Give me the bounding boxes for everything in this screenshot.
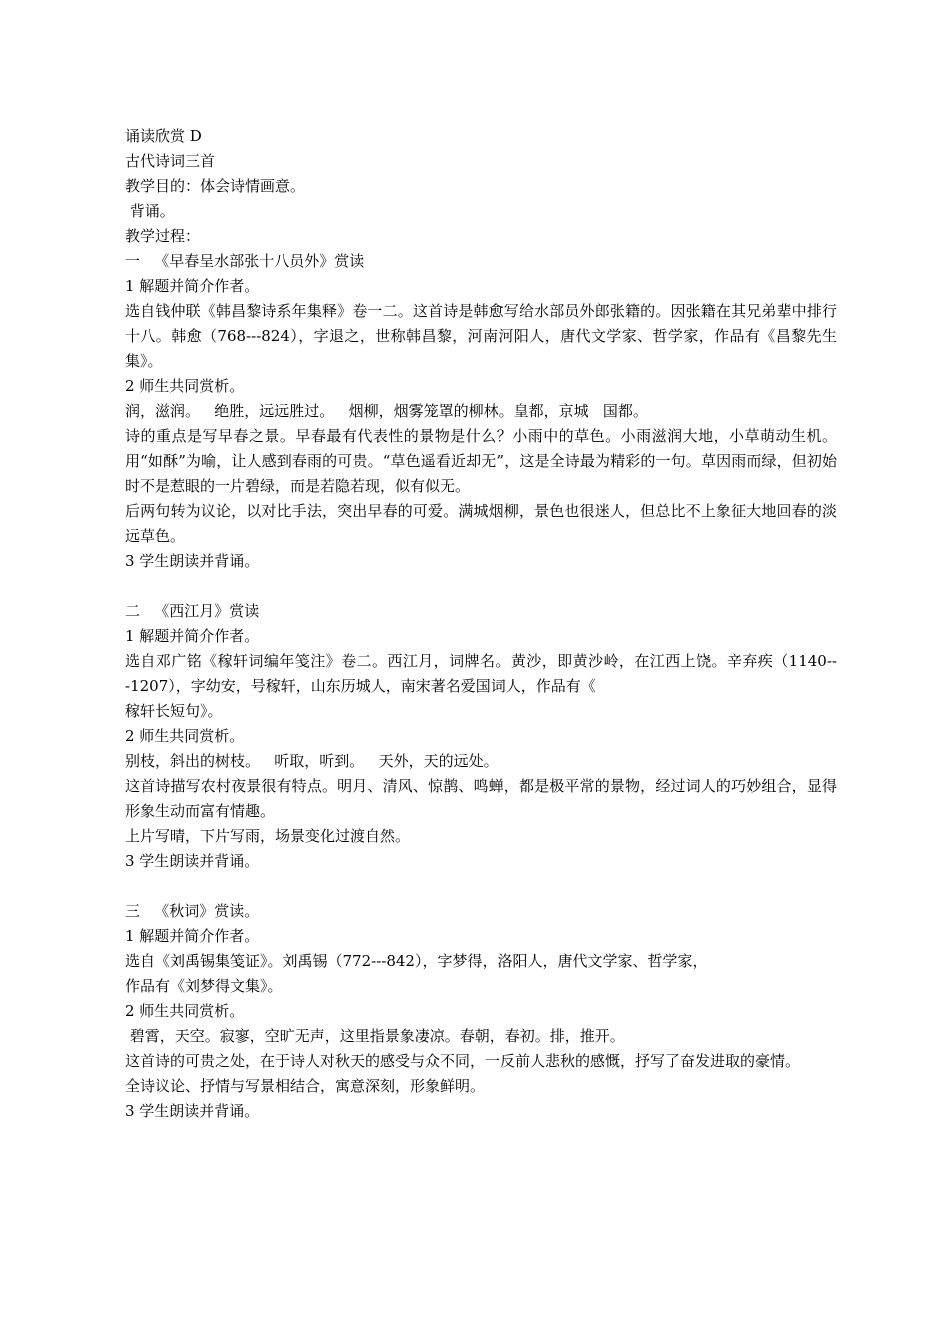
section-paragraph: 诗的重点是写早春之景。早春最有代表性的景物是什么？小雨中的草色。小雨滋润大地，小草萌动生机。用“如酥”为喻，让人感到春雨的可贵。“草色遥看近却无”，这是全诗最为精彩的一句。草因雨而绿，但初始时不是惹眼的一片碧绿，而是若隐若现，似有似无。 [125, 427, 837, 495]
section-step: 2 师生共同赏析。 [125, 727, 245, 745]
blank-line [125, 574, 837, 599]
teaching-process-label: 教学过程： [125, 227, 201, 245]
section-step: 2 师生共同赏析。 [125, 377, 245, 395]
section-heading: 一 《早春呈水部张十八员外》赏读 [125, 252, 365, 270]
section-paragraph: 上片写晴，下片写雨，场景变化过渡自然。 [125, 827, 411, 845]
section-word-notes: 别枝，斜出的树枝。 听取，听到。 天外，天的远处。 [125, 752, 499, 770]
section-intro: 选自《刘禹锡集笺证》。刘禹锡（772---842），字梦得，洛阳人，唐代文学家、哲学家， [125, 952, 708, 970]
blank-line [125, 874, 837, 899]
section-paragraph: 这首诗描写农村夜景很有特点。明月、清风、惊鹊、鸣蝉，都是极平常的景物，经过词人的巧妙组合，显得形象生动而富有情趣。 [125, 777, 837, 820]
section-heading: 三 《秋词》赏读。 [125, 902, 260, 920]
section-step: 1 解题并简介作者。 [125, 927, 260, 945]
section-paragraph: 全诗议论、抒情与写景相结合，寓意深刻，形象鲜明。 [125, 1077, 486, 1095]
section-three [125, 899, 837, 1124]
section-step: 1 解题并简介作者。 [125, 627, 260, 645]
section-two [125, 599, 837, 874]
section-step: 3 学生朗读并背诵。 [125, 852, 260, 870]
teaching-goal: 教学目的：体会诗情画意。 [125, 177, 306, 195]
section-intro-continued: 作品有《刘梦得文集》。 [125, 977, 283, 995]
teaching-goal-recite: 背诵。 [125, 202, 175, 220]
section-intro-continued: 稼轩长短句》。 [125, 702, 223, 720]
document-body [125, 124, 837, 1124]
section-intro: 选自邓广铭《稼轩词编年笺注》卷二。西江月，词牌名。黄沙，即黄沙岭，在江西上饶。辛弃疾（1140---1207），字幼安，号稼轩，山东历城人，南宋著名爱国词人，作品有《 [125, 652, 837, 695]
section-word-notes: 碧霄，天空。寂寥，空旷无声，这里指景象凄凉。春朝，春初。排，推开。 [125, 1027, 625, 1045]
section-one [125, 249, 837, 574]
doc-subtitle: 古代诗词三首 [125, 152, 216, 170]
section-step: 1 解题并简介作者。 [125, 277, 260, 295]
section-step: 3 学生朗读并背诵。 [125, 1102, 260, 1120]
section-heading: 二 《西江月》赏读 [125, 602, 260, 620]
section-intro: 选自钱仲联《韩昌黎诗系年集释》卷一二。这首诗是韩愈写给水部员外郎张籍的。因张籍在其兄弟辈中排行十八。韩愈（768---824），字退之，世称韩昌黎，河南河阳人，唐代文学家、哲学家，作品有《昌黎先生集》。 [125, 302, 837, 370]
doc-title: 诵读欣赏 D [125, 127, 202, 145]
section-word-notes: 润，滋润。 绝胜，远远胜过。 烟柳，烟雾笼罩的柳林。皇都，京城 国都。 [125, 402, 648, 420]
section-paragraph: 后两句转为议论，以对比手法，突出早春的可爱。满城烟柳，景色也很迷人，但总比不上象征大地回春的淡远草色。 [125, 502, 837, 545]
section-step: 2 师生共同赏析。 [125, 1002, 245, 1020]
section-step: 3 学生朗读并背诵。 [125, 552, 260, 570]
section-paragraph: 这首诗的可贵之处，在于诗人对秋天的感受与众不同，一反前人悲秋的感慨，抒写了奋发进取的豪情。 [125, 1052, 801, 1070]
